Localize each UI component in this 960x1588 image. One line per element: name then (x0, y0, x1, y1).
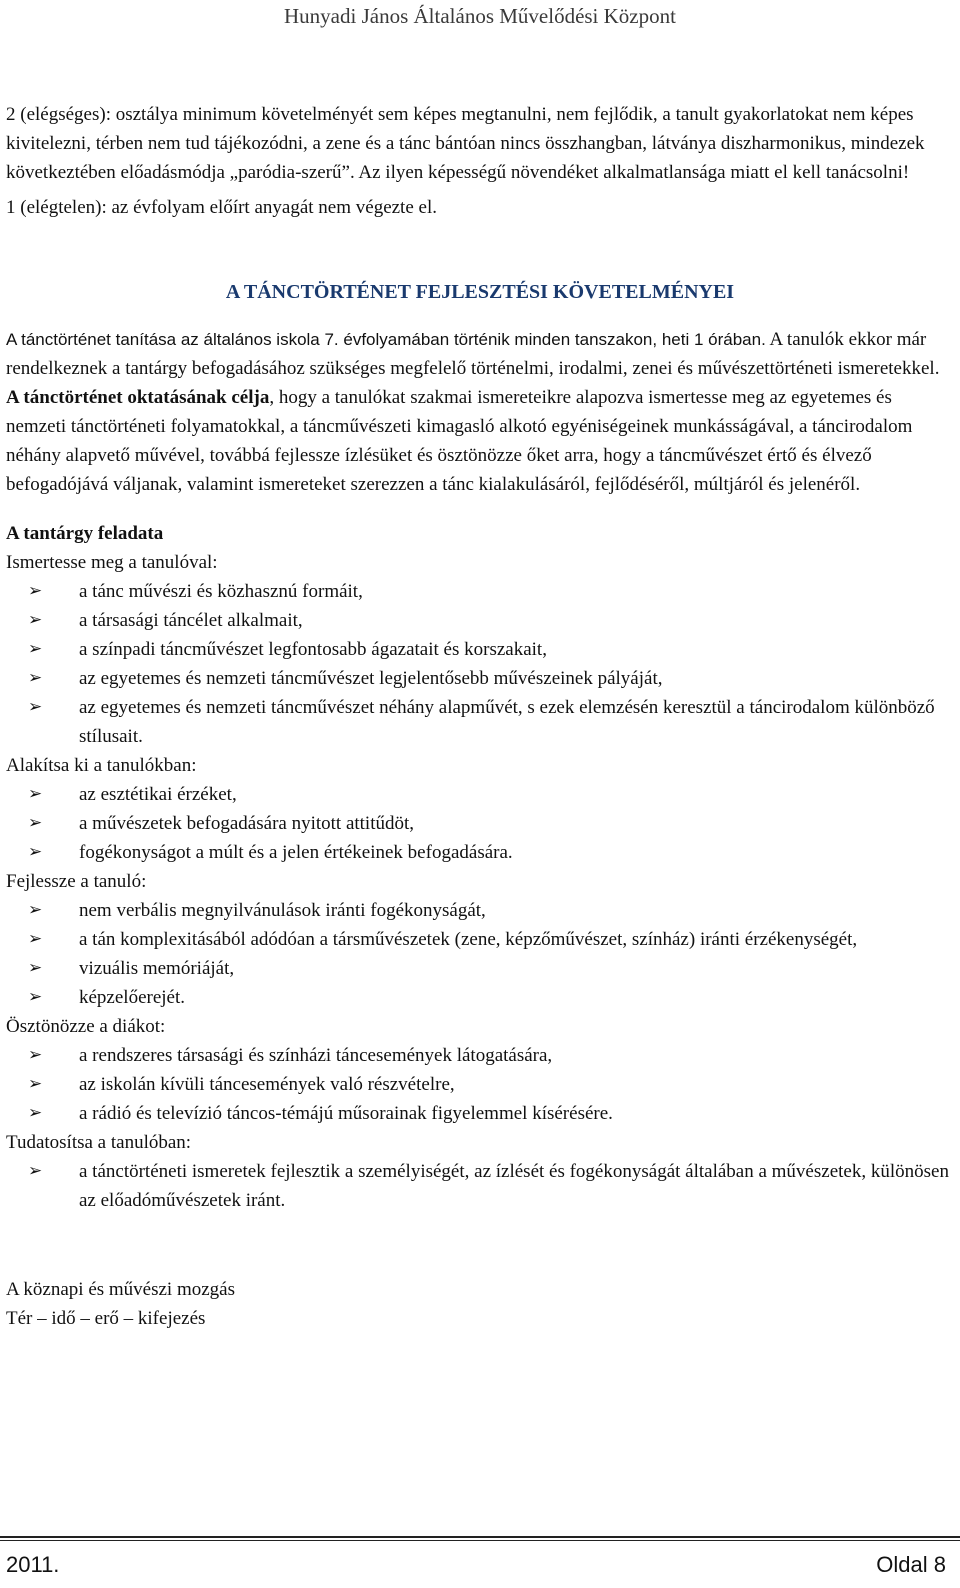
list-item (6, 693, 954, 751)
list-item (6, 780, 954, 809)
footer-divider (0, 1536, 960, 1538)
intro-sentence-2: A tanulók ekkor már rendelkeznek a tantárgy befogadásához szükséges megfelelő történelmi, irodalmi, zenei és művészettörténeti ismeretekkel. (6, 329, 940, 379)
arrowhead-bullet-icon: ➢ (28, 581, 43, 601)
goal-text: , hogy a tanulókat szakmai ismereteikre alapozva ismertesse meg az egyetemes és nemzeti tánctörténeti folyamatokkal, a táncművészeti kimagasló alkotó egyéniségeinek munkásságával, a táncirodalom néhány alapvető művével, továbbá fejlessze ízlésüket és ösztönözze őket arra, hogy a táncművészet értő és élvező befogadójává váljanak, valamint ismereteket szerezzen a tánc kialakulásáról, fejlődéséről, múltjáról és jelenéről. (6, 387, 913, 495)
arrowhead-bullet-icon: ➢ (28, 842, 43, 862)
arrowhead-bullet-icon: ➢ (28, 813, 43, 833)
list-item-text: vizuális memóriáját, (79, 958, 235, 979)
list-item-text: a rádió és televízió táncos-témájú műsorainak figyelemmel kísérésére. (79, 1103, 613, 1124)
arrowhead-bullet-icon: ➢ (28, 610, 43, 630)
list-item-text: a tánc művészi és közhasznú formáit, (79, 581, 363, 602)
list-item-text: a tán komplexitásából adódóan a társművészetek (zene, képzőművészet, színház) iránti érzékenységét, (79, 929, 858, 950)
list-item (6, 606, 954, 635)
task-group-list (6, 1041, 954, 1128)
list-item (6, 896, 954, 925)
arrowhead-bullet-icon: ➢ (28, 929, 43, 949)
footer-page-number: Oldal 8 (876, 1552, 946, 1577)
list-item (6, 635, 954, 664)
intro-paragraph (6, 325, 954, 383)
list-item-text: a művészetek befogadására nyitott attitűdöt, (79, 813, 415, 834)
task-group-list (6, 896, 954, 1012)
closing-line-2: Tér – idő – erő – kifejezés (6, 1308, 206, 1329)
arrowhead-bullet-icon: ➢ (28, 1074, 43, 1094)
arrowhead-bullet-icon: ➢ (28, 958, 43, 978)
list-item (6, 838, 954, 867)
arrowhead-bullet-icon: ➢ (28, 697, 43, 717)
list-item-text: képzelőerejét. (79, 987, 186, 1008)
list-item (6, 1041, 954, 1070)
list-item (6, 664, 954, 693)
arrowhead-bullet-icon: ➢ (28, 1103, 43, 1123)
task-group-lead: Tudatosítsa a tanulóban: (6, 1132, 192, 1153)
footer-divider-thin (0, 1540, 960, 1541)
task-group-list (6, 780, 954, 867)
task-heading: A tantárgy feladata (6, 523, 164, 544)
list-item (6, 983, 954, 1012)
arrowhead-bullet-icon: ➢ (28, 639, 43, 659)
list-item (6, 1070, 954, 1099)
list-item-text: az iskolán kívüli táncesemények való részvételre, (79, 1074, 455, 1095)
list-item-text: a színpadi táncművészet legfontosabb ágazatait és korszakait, (79, 639, 547, 660)
arrowhead-bullet-icon: ➢ (28, 668, 43, 688)
list-item (6, 809, 954, 838)
grade-1-paragraph: 1 (elégtelen): az évfolyam előírt anyagát nem végezte el. (6, 197, 437, 218)
list-item-text: a tánctörténeti ismeretek fejlesztik a személyiségét, az ízlését és fogékonyságát általában a művészetek, különösen az előadóművészetek iránt. (79, 1161, 949, 1211)
arrowhead-bullet-icon: ➢ (28, 987, 43, 1007)
document-body (6, 100, 954, 1333)
footer-year: 2011. (6, 1552, 60, 1577)
section-title: A TÁNCTÖRTÉNET FEJLESZTÉSI KÖVETELMÉNYEI (225, 281, 735, 303)
list-item-text: nem verbális megnyilvánulások iránti fogékonyságát, (79, 900, 486, 921)
arrowhead-bullet-icon: ➢ (28, 1045, 43, 1065)
list-item-text: fogékonyságot a múlt és a jelen értékeinek befogadására. (79, 842, 513, 863)
grade-2-paragraph: 2 (elégséges): osztálya minimum követelményét sem képes megtanulni, nem fejlődik, a tanult gyakorlatokat nem képes kivitelezni, térben nem tud tájékozódni, a zene és a tánc bántóan nincs összhangban, látványa diszharmonikus, mindezek következtében előadásmódja „paródia-szerű”. Az ilyen képességű növendéket alkalmatlansága miatt el kell tanácsolni! (6, 104, 925, 183)
arrowhead-bullet-icon: ➢ (28, 784, 43, 804)
list-item-text: a társasági táncélet alkalmait, (79, 610, 303, 631)
closing-line-1: A köznapi és művészi mozgás (6, 1279, 236, 1300)
goal-paragraph (6, 383, 954, 499)
list-item (6, 1157, 954, 1215)
goal-heading: A tánctörténet oktatásának célja (6, 387, 270, 408)
list-item (6, 1099, 954, 1128)
arrowhead-bullet-icon: ➢ (28, 1161, 43, 1181)
task-group-lead: Ismertesse meg a tanulóval: (6, 552, 218, 573)
task-groups (6, 548, 954, 1215)
arrowhead-bullet-icon: ➢ (28, 900, 43, 920)
list-item (6, 577, 954, 606)
task-group-lead: Ösztönözze a diákot: (6, 1016, 166, 1037)
list-item-text: az esztétikai érzéket, (79, 784, 237, 805)
list-item-text: az egyetemes és nemzeti táncművészet legjelentősebb művészeinek pályáját, (79, 668, 663, 689)
list-item-text: az egyetemes és nemzeti táncművészet néhány alapművét, s ezek elemzésén keresztül a táncirodalom különböző stílusait. (79, 697, 935, 747)
list-item (6, 954, 954, 983)
task-group-lead: Alakítsa ki a tanulókban: (6, 755, 197, 776)
page-header: Hunyadi János Általános Művelődési Központ (284, 4, 676, 28)
task-group-list (6, 1157, 954, 1215)
list-item (6, 925, 954, 954)
task-group-lead: Fejlessze a tanuló: (6, 871, 147, 892)
intro-sentence-1: A tánctörténet tanítása az általános iskola 7. évfolyamában történik minden tanszakon, heti 1 órában. (6, 330, 766, 349)
list-item-text: a rendszeres társasági és színházi táncesemények látogatására, (79, 1045, 553, 1066)
task-group-list (6, 577, 954, 751)
